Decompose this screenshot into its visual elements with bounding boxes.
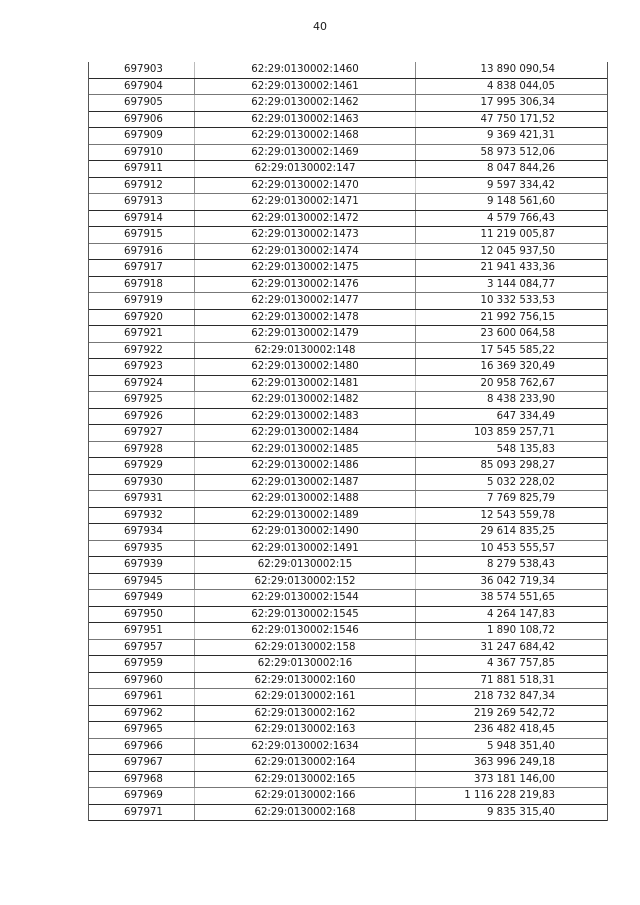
table-row [89, 145, 607, 162]
object-id-cell: 697917 [124, 262, 163, 273]
cadastral-value-cell: 9 148 561,60 [486, 196, 555, 207]
cadastral-value-cell: 10 332 533,53 [480, 295, 555, 306]
cadastral-number-cell: 62:29:0130002:1477 [194, 293, 416, 309]
object-id-cell: 697957 [124, 641, 163, 653]
cadastral-number-cell: 62:29:0130002:165 [194, 772, 416, 788]
object-id-cell: 697920 [124, 311, 163, 323]
object-id-cell: 697919 [124, 295, 163, 306]
cadastral-value-cell: 363 996 249,18 [473, 757, 555, 768]
table-row [89, 376, 607, 393]
table-row [89, 128, 607, 145]
cadastral-value-cell: 17 995 306,34 [480, 97, 555, 108]
page-number: 40 [313, 20, 327, 33]
cadastral-value-cell: 8 438 233,90 [486, 394, 555, 405]
table-row [89, 772, 607, 789]
table-row [89, 211, 607, 228]
table-row [89, 425, 607, 442]
table-row [89, 244, 607, 261]
cadastral-value-cell: 647 334,49 [496, 410, 555, 422]
cadastral-value-cell: 7 769 825,79 [486, 493, 555, 504]
object-id-cell: 697905 [124, 97, 163, 108]
cadastral-value-cell: 1 116 228 219,83 [464, 790, 555, 801]
cadastral-value-cell: 47 750 171,52 [480, 113, 555, 125]
object-id-cell: 697910 [124, 146, 163, 158]
object-id-cell: 697929 [124, 460, 163, 471]
cadastral-value-cell: 31 247 684,42 [480, 641, 555, 653]
object-id-cell: 697934 [124, 526, 163, 537]
cadastral-number-cell: 62:29:0130002:160 [194, 673, 416, 689]
cadastral-value-cell: 38 574 551,65 [480, 592, 555, 603]
cadastral-value-cell: 36 042 719,34 [480, 575, 555, 587]
object-id-cell: 697909 [124, 130, 163, 141]
cadastral-number-cell: 62:29:0130002:1460 [194, 62, 416, 78]
table-row [89, 491, 607, 508]
object-id-cell: 697916 [124, 245, 163, 257]
object-id-cell: 697935 [124, 542, 163, 554]
table-row [89, 557, 607, 574]
cadastral-value-cell: 4 367 757,85 [486, 658, 555, 669]
object-id-cell: 697928 [124, 443, 163, 455]
cadastral-value-cell: 548 135,83 [496, 443, 555, 455]
object-id-cell: 697913 [124, 196, 163, 207]
object-id-cell: 697911 [124, 163, 163, 174]
cadastral-value-cell: 4 579 766,43 [486, 212, 555, 224]
table-row [89, 574, 607, 591]
table-row [89, 475, 607, 492]
object-id-cell: 697939 [124, 559, 163, 570]
object-id-cell: 697903 [124, 64, 163, 75]
object-id-cell: 697924 [124, 377, 163, 389]
cadastral-number-cell: 62:29:0130002:15 [194, 557, 416, 573]
cadastral-value-cell: 236 482 418,45 [473, 724, 555, 735]
cadastral-value-cell: 23 600 064,58 [480, 328, 555, 339]
cadastral-number-cell: 62:29:0130002:1473 [194, 227, 416, 243]
object-id-cell: 697968 [124, 773, 163, 785]
table-row [89, 79, 607, 96]
cadastral-number-cell: 62:29:0130002:158 [194, 640, 416, 656]
cadastral-value-table [88, 62, 608, 821]
cadastral-value-cell: 12 543 559,78 [480, 509, 555, 521]
table-row [89, 227, 607, 244]
table-row [89, 409, 607, 426]
cadastral-number-cell: 62:29:0130002:1463 [194, 112, 416, 128]
cadastral-number-cell: 62:29:0130002:1490 [194, 524, 416, 540]
cadastral-number-cell: 62:29:0130002:1488 [194, 491, 416, 507]
table-row [89, 277, 607, 294]
object-id-cell: 697931 [124, 493, 163, 504]
object-id-cell: 697926 [124, 410, 163, 422]
cadastral-value-cell: 11 219 005,87 [480, 229, 555, 240]
cadastral-number-cell: 62:29:0130002:1470 [194, 178, 416, 194]
cadastral-value-cell: 9 835 315,40 [486, 806, 555, 818]
cadastral-number-cell: 62:29:0130002:1472 [194, 211, 416, 227]
object-id-cell: 697960 [124, 674, 163, 686]
table-row [89, 310, 607, 327]
cadastral-number-cell: 62:29:0130002:1469 [194, 145, 416, 161]
object-id-cell: 697959 [124, 658, 163, 669]
cadastral-number-cell: 62:29:0130002:1474 [194, 244, 416, 260]
table-row [89, 607, 607, 624]
table-row [89, 161, 607, 178]
table-row [89, 194, 607, 211]
cadastral-number-cell: 62:29:0130002:1462 [194, 95, 416, 111]
cadastral-number-cell: 62:29:0130002:1487 [194, 475, 416, 491]
table-row [89, 458, 607, 475]
table-row [89, 722, 607, 739]
table-row [89, 640, 607, 657]
cadastral-value-cell: 85 093 298,27 [480, 460, 555, 471]
table-row [89, 673, 607, 690]
object-id-cell: 697914 [124, 212, 163, 224]
cadastral-value-cell: 16 369 320,49 [480, 361, 555, 372]
table-row [89, 326, 607, 343]
object-id-cell: 697969 [124, 790, 163, 801]
cadastral-number-cell: 62:29:0130002:1479 [194, 326, 416, 342]
table-row [89, 392, 607, 409]
cadastral-number-cell: 62:29:0130002:1486 [194, 458, 416, 474]
table-row [89, 95, 607, 112]
cadastral-number-cell: 62:29:0130002:1480 [194, 359, 416, 375]
cadastral-number-cell: 62:29:0130002:16 [194, 656, 416, 672]
cadastral-number-cell: 62:29:0130002:152 [194, 574, 416, 590]
cadastral-value-cell: 21 941 433,36 [480, 262, 555, 273]
cadastral-value-cell: 8 279 538,43 [486, 559, 555, 570]
table-row [89, 541, 607, 558]
object-id-cell: 697961 [124, 691, 163, 702]
cadastral-number-cell: 62:29:0130002:161 [194, 689, 416, 705]
cadastral-value-cell: 12 045 937,50 [480, 245, 555, 257]
object-id-cell: 697921 [124, 328, 163, 339]
table-row [89, 508, 607, 525]
object-id-cell: 697971 [124, 806, 163, 818]
table-row [89, 656, 607, 673]
object-id-cell: 697932 [124, 509, 163, 521]
table-row [89, 524, 607, 541]
cadastral-number-cell: 62:29:0130002:1485 [194, 442, 416, 458]
table-row [89, 442, 607, 459]
cadastral-value-cell: 58 973 512,06 [480, 146, 555, 158]
cadastral-number-cell: 62:29:0130002:1546 [194, 623, 416, 639]
cadastral-number-cell: 62:29:0130002:166 [194, 788, 416, 804]
table-row [89, 739, 607, 756]
table-row [89, 112, 607, 129]
table-row [89, 293, 607, 310]
cadastral-number-cell: 62:29:0130002:164 [194, 755, 416, 771]
object-id-cell: 697925 [124, 394, 163, 405]
cadastral-value-cell: 13 890 090,54 [480, 64, 555, 75]
table-row [89, 343, 607, 360]
cadastral-value-cell: 71 881 518,31 [480, 674, 555, 686]
object-id-cell: 697922 [124, 344, 163, 356]
object-id-cell: 697962 [124, 707, 163, 719]
cadastral-value-cell: 218 732 847,34 [473, 691, 555, 702]
cadastral-number-cell: 62:29:0130002:1545 [194, 607, 416, 623]
table-row [89, 178, 607, 195]
object-id-cell: 697945 [124, 575, 163, 587]
cadastral-number-cell: 62:29:0130002:1468 [194, 128, 416, 144]
object-id-cell: 697906 [124, 113, 163, 125]
table-row [89, 590, 607, 607]
cadastral-value-cell: 20 958 762,67 [480, 377, 555, 389]
cadastral-number-cell: 62:29:0130002:163 [194, 722, 416, 738]
object-id-cell: 697915 [124, 229, 163, 240]
object-id-cell: 697951 [124, 625, 163, 636]
cadastral-number-cell: 62:29:0130002:1481 [194, 376, 416, 392]
table-row [89, 706, 607, 723]
object-id-cell: 697967 [124, 757, 163, 768]
cadastral-number-cell: 62:29:0130002:1476 [194, 277, 416, 293]
object-id-cell: 697927 [124, 427, 163, 438]
cadastral-number-cell: 62:29:0130002:1484 [194, 425, 416, 441]
cadastral-value-cell: 4 838 044,05 [486, 80, 555, 92]
cadastral-number-cell: 62:29:0130002:1478 [194, 310, 416, 326]
cadastral-number-cell: 62:29:0130002:1634 [194, 739, 416, 755]
cadastral-value-cell: 29 614 835,25 [480, 526, 555, 537]
cadastral-value-cell: 5 032 228,02 [486, 476, 555, 488]
cadastral-value-cell: 5 948 351,40 [486, 740, 555, 752]
cadastral-value-cell: 8 047 844,26 [486, 163, 555, 174]
cadastral-value-cell: 373 181 146,00 [473, 773, 555, 785]
object-id-cell: 697949 [124, 592, 163, 603]
cadastral-number-cell: 62:29:0130002:168 [194, 805, 416, 821]
cadastral-value-cell: 21 992 756,15 [480, 311, 555, 323]
object-id-cell: 697918 [124, 278, 163, 290]
cadastral-value-cell: 1 890 108,72 [486, 625, 555, 636]
table-row [89, 689, 607, 706]
table-row [89, 805, 607, 822]
object-id-cell: 697965 [124, 724, 163, 735]
cadastral-value-cell: 17 545 585,22 [480, 344, 555, 356]
cadastral-number-cell: 62:29:0130002:1471 [194, 194, 416, 210]
table-row [89, 755, 607, 772]
cadastral-number-cell: 62:29:0130002:1489 [194, 508, 416, 524]
cadastral-value-cell: 3 144 084,77 [486, 278, 555, 290]
object-id-cell: 697912 [124, 179, 163, 191]
cadastral-number-cell: 62:29:0130002:162 [194, 706, 416, 722]
object-id-cell: 697930 [124, 476, 163, 488]
cadastral-number-cell: 62:29:0130002:1491 [194, 541, 416, 557]
cadastral-value-cell: 9 597 334,42 [486, 179, 555, 191]
object-id-cell: 697923 [124, 361, 163, 372]
cadastral-value-cell: 9 369 421,31 [486, 130, 555, 141]
table-row [89, 623, 607, 640]
cadastral-number-cell: 62:29:0130002:1461 [194, 79, 416, 95]
cadastral-value-cell: 10 453 555,57 [480, 542, 555, 554]
cadastral-number-cell: 62:29:0130002:148 [194, 343, 416, 359]
table-row [89, 62, 607, 79]
object-id-cell: 697966 [124, 740, 163, 752]
table-row [89, 260, 607, 277]
cadastral-value-cell: 103 859 257,71 [473, 427, 555, 438]
object-id-cell: 697950 [124, 608, 163, 620]
cadastral-number-cell: 62:29:0130002:1482 [194, 392, 416, 408]
cadastral-number-cell: 62:29:0130002:147 [194, 161, 416, 177]
cadastral-value-cell: 219 269 542,72 [473, 707, 555, 719]
cadastral-value-cell: 4 264 147,83 [486, 608, 555, 620]
cadastral-number-cell: 62:29:0130002:1483 [194, 409, 416, 425]
table-row [89, 788, 607, 805]
object-id-cell: 697904 [124, 80, 163, 92]
table-row [89, 359, 607, 376]
cadastral-number-cell: 62:29:0130002:1475 [194, 260, 416, 276]
cadastral-number-cell: 62:29:0130002:1544 [194, 590, 416, 606]
